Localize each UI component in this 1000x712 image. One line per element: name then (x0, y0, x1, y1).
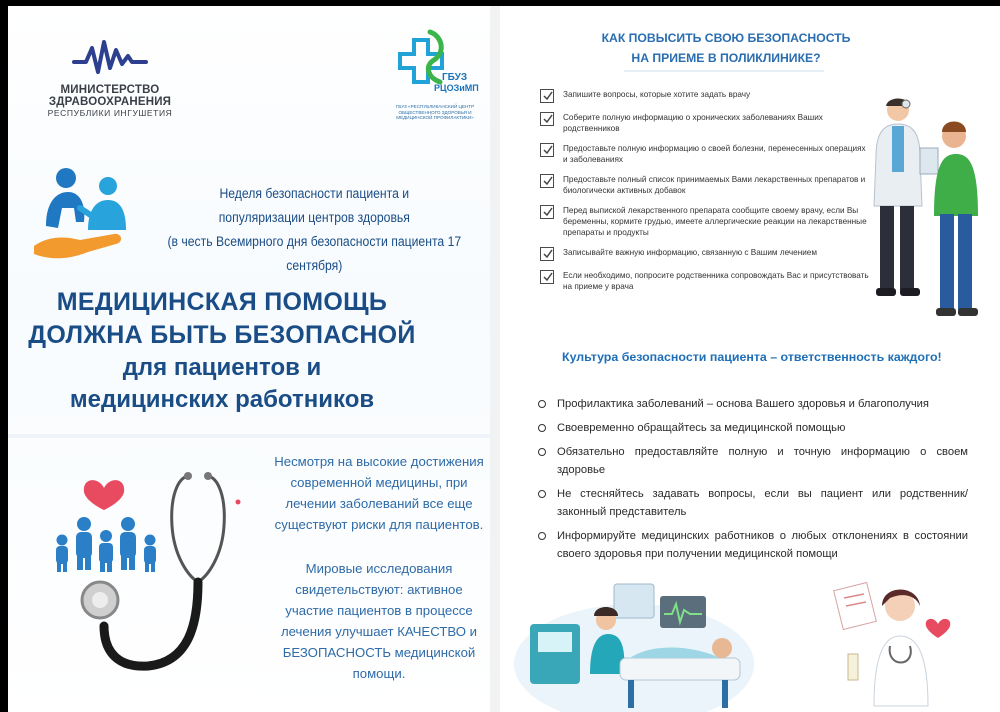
bullet-circle-icon (538, 400, 546, 408)
checklist-text: Соберите полную информацию о хронических заболеваниях Ваших родственников (563, 113, 823, 133)
people-hand-icon (28, 164, 138, 264)
ministry-logo (30, 36, 190, 118)
clinic-safety-title-line1: КАК ПОВЫСИТЬ СВОЮ БЕЗОПАСНОСТЬ (601, 31, 851, 45)
checklist-item (540, 270, 872, 292)
culture-item (538, 395, 968, 413)
checklist-text: Перед выпиской лекарственного препарата сообщите своему врачу, если Вы беременны, кормите грудью, имеете аллергические реакции на лекарственные препараты и продукты (563, 206, 867, 237)
headline-line3: для пациентов и (122, 354, 322, 381)
family-stethoscope-icon (38, 466, 248, 706)
checkbox[interactable] (540, 247, 554, 261)
checklist-item (540, 143, 872, 165)
checklist-item (540, 89, 872, 103)
checkbox[interactable] (540, 270, 554, 284)
clinic-safety-title (536, 28, 916, 68)
culture-item-text: Информируйте медицинских работников о любых отклонениях в состоянии своего здоровья при получении медицинской помощи (557, 530, 968, 560)
checkmark-icon (542, 248, 554, 260)
week-announcement (138, 182, 490, 278)
ministry-name-line2: ЗДРАВООХРАНЕНИЯ (48, 96, 172, 108)
bullet-circle-icon (538, 448, 546, 456)
heart-icon (84, 480, 124, 510)
culture-item (538, 527, 968, 563)
checkmark-icon (542, 113, 554, 125)
ministry-name-line1: МИНИСТЕРСТВО (60, 84, 160, 96)
page-gap (490, 6, 500, 712)
info-paragraph-1: Несмотря на высокие достижения современной медицины, при лечении заболеваний все еще существуют риски для пациентов. (274, 454, 484, 532)
culture-item-text: Профилактика заболеваний – основа Вашего здоровья и благополучия (557, 398, 929, 410)
checkbox[interactable] (540, 174, 554, 188)
checkbox[interactable] (540, 89, 554, 103)
doctor-patient-illustration (870, 96, 990, 336)
left-panel (8, 6, 490, 712)
bullet-circle-icon (538, 424, 546, 432)
hospital-scene-illustration (510, 574, 760, 712)
bullet-circle-icon (538, 532, 546, 540)
culture-item (538, 485, 968, 521)
checklist-text: Предоставьте полный список принимаемых Вами лекарственных препаратов и биологически активных добавок (563, 175, 866, 195)
headline-line2: ДОЛЖНА БЫТЬ БЕЗОПАСНОЙ (28, 321, 416, 349)
right-panel (500, 6, 1000, 712)
culture-item (538, 419, 968, 437)
checkbox[interactable] (540, 205, 554, 219)
clinic-safety-title-line2: НА ПРИЕМЕ В ПОЛИКЛИНИКЕ? (631, 51, 821, 65)
headline-line4: медицинских работников (69, 386, 375, 413)
gbuz-abbr: РЦОЗиМП (434, 83, 479, 93)
heartbeat-wave-icon (70, 36, 150, 78)
checkmark-icon (542, 90, 554, 102)
checklist-text: Предоставьте полную информацию о своей болезни, перенесенных операциях и заболеваниях (563, 144, 866, 164)
nurse-illustration (830, 576, 990, 712)
headline (22, 286, 422, 416)
gbuz-name: ГБУЗ (442, 72, 468, 83)
info-text (270, 451, 488, 707)
checklist-text: Если необходимо, попросите родственника сопровождать Вас и присутствовать на приеме у врача (563, 271, 869, 291)
ministry-name-line3: РЕСПУБЛИКИ ИНГУШЕТИЯ (47, 108, 173, 118)
checkmark-icon (542, 175, 554, 187)
culture-item-text: Обязательно предоставляйте полную и точную информацию о своем здоровье (557, 446, 968, 476)
culture-item-text: Не стесняйтесь задавать вопросы, если вы пациент или родственник/ законный представитель (557, 488, 968, 518)
checklist-text: Записывайте важную информацию, связанную с Вашим лечением (563, 248, 817, 257)
gbuz-logo (380, 26, 490, 121)
headline-line1: МЕДИЦИНСКАЯ ПОМОЩЬ (56, 288, 388, 316)
week-line3: (в честь Всемирного дня безопасности пациента 17 сентября) (167, 234, 462, 274)
checklist-item (540, 205, 872, 238)
bullet-circle-icon (538, 490, 546, 498)
checkbox[interactable] (540, 112, 554, 126)
checklist-text: Запишите вопросы, которые хотите задать врачу (563, 90, 751, 99)
week-line1: Неделя безопасности пациента и (219, 186, 410, 202)
culture-list (538, 395, 968, 569)
culture-item (538, 443, 968, 479)
culture-item-text: Своевременно обращайтесь за медицинской помощью (557, 422, 846, 434)
checklist-item (540, 112, 872, 134)
title-underline (624, 70, 824, 72)
checklist (540, 89, 872, 301)
checkmark-icon (542, 271, 554, 283)
week-line2: популяризации центров здоровья (218, 210, 410, 226)
culture-heading: Культура безопасности пациента – ответственность каждого! (562, 350, 942, 364)
section-divider (8, 434, 490, 438)
info-paragraph-2: Мировые исследования свидетельствуют: активное участие пациентов в процессе лечения улучшает КАЧЕСТВО и БЕЗОПАСНОСТЬ медицинской помощи. (280, 561, 478, 681)
checkbox[interactable] (540, 143, 554, 157)
checklist-item (540, 247, 872, 261)
gbuz-caption: ГБУЗ «РЕСПУБЛИКАНСКИЙ ЦЕНТР ОБЩЕСТВЕННОГО ЗДОРОВЬЯ И МЕДИЦИНСКОЙ ПРОФИЛАКТИКИ» (395, 104, 475, 121)
checkmark-icon (542, 206, 554, 218)
checklist-item (540, 174, 872, 196)
checkmark-icon (542, 144, 554, 156)
